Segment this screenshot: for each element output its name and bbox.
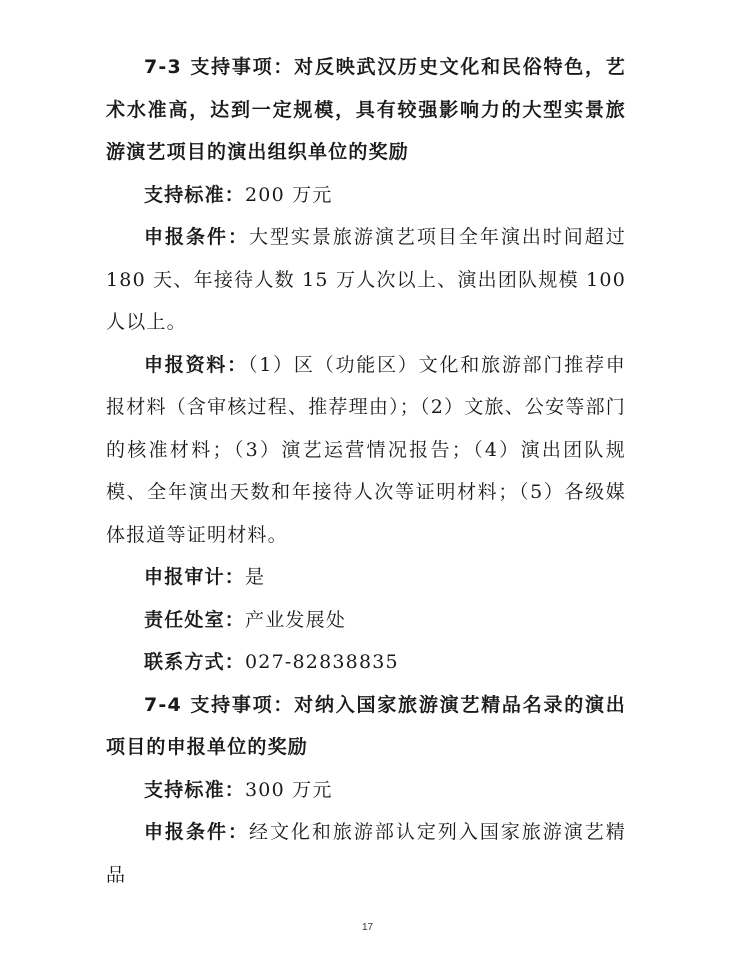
item-7-3-contact (106, 641, 626, 684)
audit-value: 是 (245, 566, 266, 588)
standard-value: 300 万元 (245, 778, 333, 801)
contact-value: 027-82838835 (245, 651, 399, 673)
conditions-label: 申报条件： (144, 226, 249, 248)
item-7-3-heading: 7-3 支持事项：对反映武汉历史文化和民俗特色，艺术水准高，达到一定规模，具有较强影响力的大型实景旅游演艺项目的演出组织单位的奖励 (106, 56, 626, 163)
conditions-label: 申报条件： (144, 821, 249, 843)
office-value: 产业发展处 (245, 608, 347, 631)
item-7-3-standard (106, 174, 626, 217)
item-7-4-heading: 7-4 支持事项：对纳入国家旅游演艺精品名录的演出项目的申报单位的奖励 (106, 693, 626, 758)
item-7-4-conditions (106, 811, 626, 896)
standard-label: 支持标准： (144, 778, 246, 801)
audit-label: 申报审计： (144, 566, 246, 588)
materials-value: （1）区（功能区）文化和旅游部门推荐申报材料（含审核过程、推荐理由）；（2）文旅、公安等部门的核准材料；（3）演艺运营情况报告；（4）演出团队规模、全年演出天数和年接待人次等证明材料；（5）各级媒体报道等证明材料。 (106, 353, 626, 546)
conditions-value: 经文化和旅游部认定列入国家旅游演艺精品 (106, 821, 626, 886)
item-7-3-materials (106, 344, 626, 557)
materials-label: 申报资料： (144, 353, 248, 376)
item-7-3-audit (106, 556, 626, 599)
contact-label: 联系方式： (144, 651, 246, 673)
conditions-value: 大型实景旅游演艺项目全年演出时间超过180 天、年接待人数 15 万人次以上、演出团队规模 100 人以上。 (106, 226, 626, 333)
item-7-4-standard (106, 769, 626, 812)
page-number: 17 (361, 922, 374, 933)
standard-value: 200 万元 (245, 183, 333, 206)
standard-label: 支持标准： (144, 183, 246, 206)
office-label: 责任处室： (144, 608, 246, 631)
item-7-3-office (106, 599, 626, 642)
document-page (106, 46, 626, 896)
item-7-3-conditions (106, 216, 626, 344)
